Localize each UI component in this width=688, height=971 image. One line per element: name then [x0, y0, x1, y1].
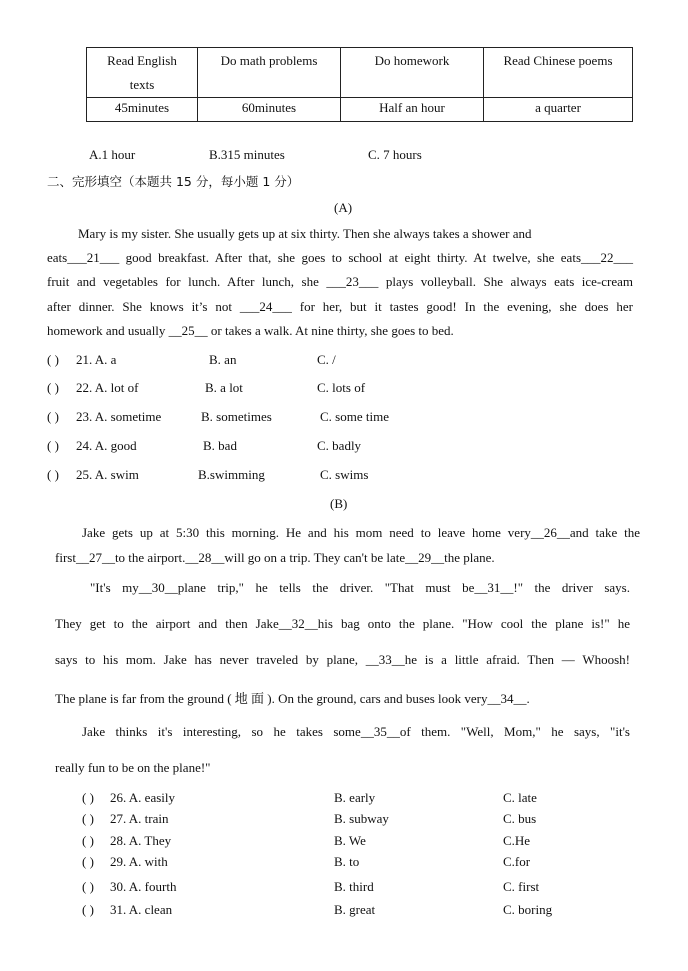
section-title: 二、完形填空（本题共 15 分，每小题 1 分）: [47, 174, 300, 189]
option-c: C. bus: [503, 811, 537, 826]
passage-line: fruit and vegetables for lunch. After lunch, she ___23___ plays volleyball. She always eats ice-cream: [47, 274, 633, 289]
table-cell: 45minutes: [87, 98, 198, 122]
table-cell: Half an hour: [341, 98, 484, 122]
option-c: C. late: [503, 790, 537, 805]
table-header-row: [87, 48, 633, 98]
answer-bracket[interactable]: ( ): [47, 352, 59, 367]
option-b: B.315 minutes: [209, 147, 285, 162]
option-a: 24. A. good: [76, 438, 137, 453]
answer-bracket[interactable]: ( ): [47, 438, 59, 453]
option-a: 21. A. a: [76, 352, 117, 367]
option-c: C. swims: [320, 467, 369, 482]
option-b: B. an: [209, 352, 237, 367]
answer-bracket[interactable]: ( ): [82, 833, 94, 848]
answer-bracket[interactable]: ( ): [47, 467, 59, 482]
option-b: B. bad: [203, 438, 237, 453]
passage-line: They get to the airport and then Jake__32__his bag onto the plane. "How cool the plane is!" he: [55, 616, 630, 631]
option-c: C. badly: [317, 438, 362, 453]
option-a: 25. A. swim: [76, 467, 139, 482]
header-text: texts: [129, 77, 155, 92]
passage-line: homework and usually __25__ or takes a walk. At nine thirty, she goes to bed.: [47, 323, 454, 338]
passage-line: really fun to be on the plane!": [55, 760, 211, 775]
table-header-cell: Do homework: [341, 48, 484, 98]
option-b: B. a lot: [205, 380, 243, 395]
option-b: B. We: [334, 833, 366, 848]
table-header-cell: Do math problems: [198, 48, 341, 98]
option-c: C. lots of: [317, 380, 366, 395]
option-a: 27. A. train: [110, 811, 169, 826]
option-b: B. third: [334, 879, 374, 894]
option-b: B.swimming: [198, 467, 265, 482]
option-a: A.1 hour: [89, 147, 136, 162]
passage-line: Mary is my sister. She usually gets up at six thirty. Then she always takes a shower and: [78, 226, 532, 241]
passage-line: "It's my__30__plane trip," he tells the driver. "That must be__31__!" the driver says.: [90, 580, 630, 595]
passage-line: after dinner. She knows it’s not ___24___ for her, but it tastes good! In the evening, she does her: [47, 299, 633, 314]
option-b: B. great: [334, 902, 376, 917]
option-a: 29. A. with: [110, 854, 168, 869]
answer-bracket[interactable]: ( ): [82, 790, 94, 805]
answer-bracket[interactable]: ( ): [82, 811, 94, 826]
passage-line: The plane is far from the ground ( 地 面 ). On the ground, cars and buses look very__34__.: [55, 691, 530, 706]
option-a: 22. A. lot of: [76, 380, 139, 395]
table-cell: a quarter: [484, 98, 633, 122]
table-value-row: [87, 98, 633, 122]
part-a-label: (A): [334, 200, 353, 215]
option-c: C. /: [317, 352, 336, 367]
passage-line: says to his mom. Jake has never traveled by plane, __33__he is a little afraid. Then — Whoosh!: [55, 652, 630, 667]
option-c: C.He: [503, 833, 531, 848]
answer-bracket[interactable]: ( ): [47, 380, 59, 395]
passage-line: eats___21___ good breakfast. After that, she goes to school at eight thirty. At twelve, she eats___22___: [47, 250, 633, 265]
option-b: B. subway: [334, 811, 389, 826]
option-a: 26. A. easily: [110, 790, 175, 805]
passage-line: first__27__to the airport.__28__will go on a trip. They can't be late__29__the plane.: [55, 550, 495, 565]
option-a: 30. A. fourth: [110, 879, 177, 894]
option-c: C.for: [503, 854, 531, 869]
option-c: C. 7 hours: [368, 147, 422, 162]
option-c: C. boring: [503, 902, 553, 917]
answer-bracket[interactable]: ( ): [82, 902, 94, 917]
passage-line: Jake thinks it's interesting, so he takes some__35__of them. "Well, Mom," he says, "it's: [82, 724, 630, 739]
answer-bracket[interactable]: ( ): [82, 879, 94, 894]
answer-bracket[interactable]: ( ): [47, 409, 59, 424]
part-b-label: (B): [330, 496, 348, 511]
answer-bracket[interactable]: ( ): [82, 854, 94, 869]
option-a: 31. A. clean: [110, 902, 173, 917]
table-header-cell: Read Chinese poems: [484, 48, 633, 98]
option-b: B. early: [334, 790, 376, 805]
time-table: [86, 47, 633, 122]
table-cell: 60minutes: [198, 98, 341, 122]
option-b: B. sometimes: [201, 409, 272, 424]
option-c: C. some time: [320, 409, 389, 424]
option-c: C. first: [503, 879, 540, 894]
header-text: Read English: [107, 53, 177, 68]
table-header-cell: [87, 48, 198, 98]
option-a: 28. A. They: [110, 833, 172, 848]
option-b: B. to: [334, 854, 360, 869]
passage-line: Jake gets up at 5:30 this morning. He and his mom need to leave home very__26__and take the: [82, 525, 640, 540]
option-a: 23. A. sometime: [76, 409, 162, 424]
